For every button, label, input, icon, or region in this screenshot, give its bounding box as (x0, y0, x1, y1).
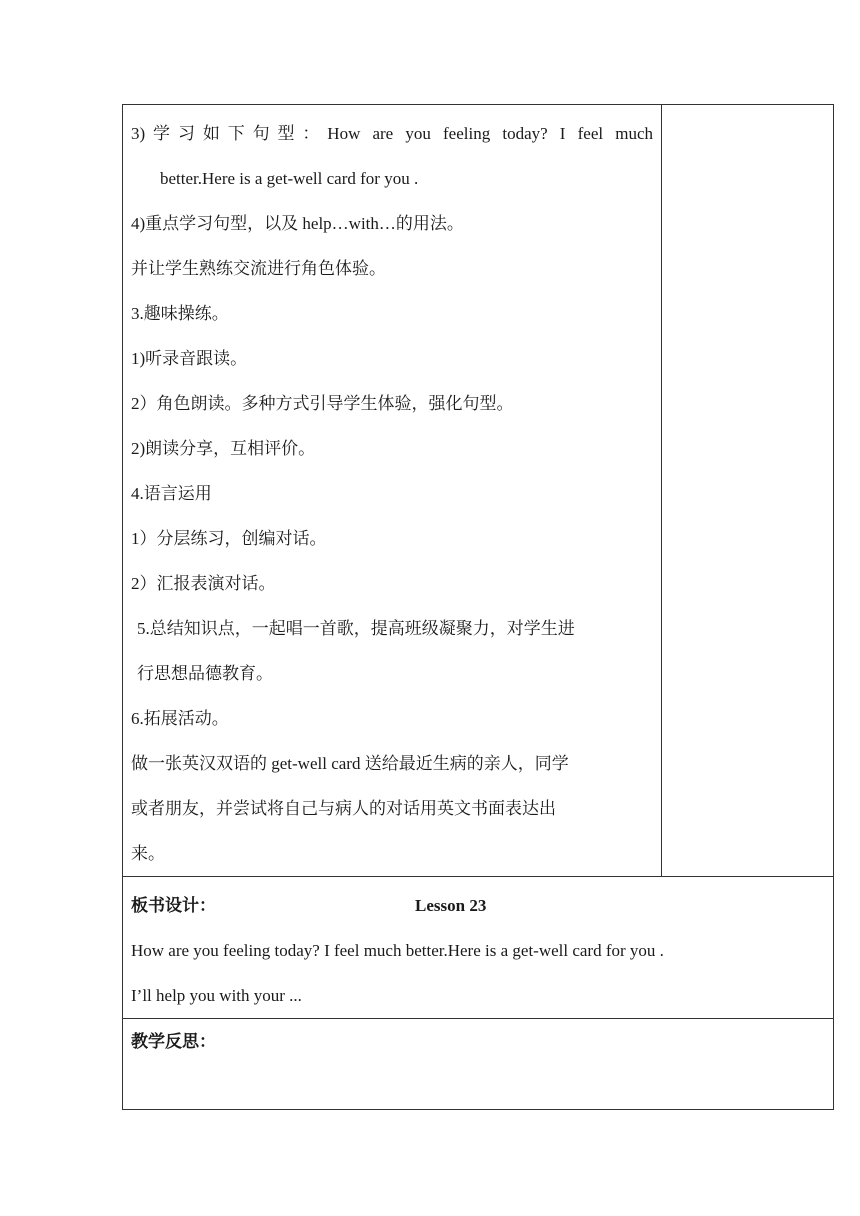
step-line: 2）汇报表演对话。 (131, 574, 276, 593)
board-lesson-title: Lesson 23 (415, 896, 487, 915)
board-design-label: 板书设计： (131, 896, 216, 915)
reflection-label: 教学反思： (131, 1032, 216, 1051)
step-line: 4)重点学习句型，以及 help…with…的用法。 (131, 214, 464, 233)
step-line: 4.语言运用 (131, 484, 212, 503)
step-line: 行思想品德教育。 (137, 664, 273, 683)
board-design-cell (123, 877, 834, 1019)
step-line: 3)学习如下句型：How are you feeling today? I feel much (131, 124, 653, 143)
board-header (131, 883, 825, 928)
teaching-steps-row (123, 105, 834, 877)
step-line: 做一张英汉双语的 get-well card 送给最近生病的亲人，同学 (131, 754, 569, 773)
reflection-cell (123, 1019, 834, 1110)
step-line: 来。 (131, 844, 165, 863)
step-line: 3.趣味操练。 (131, 304, 229, 323)
reflection-row (123, 1019, 834, 1110)
step-line: 1)听录音跟读。 (131, 349, 248, 368)
step-line: 2)朗读分享，互相评价。 (131, 439, 316, 458)
board-line: I’ll help you with your ... (131, 986, 302, 1005)
step-line: 2）角色朗读。多种方式引导学生体验，强化句型。 (131, 394, 514, 413)
step-line: better.Here is a get-well card for you . (160, 169, 419, 188)
step-line: 1）分层练习，创编对话。 (131, 529, 327, 548)
step-line: 5.总结知识点，一起唱一首歌，提高班级凝聚力，对学生进 (137, 619, 575, 638)
board-line: How are you feeling today? I feel much better.Here is a get-well card for you . (131, 941, 664, 960)
step-line: 或者朋友，并尝试将自己与病人的对话用英文书面表达出 (131, 799, 556, 818)
step-line: 6.拓展活动。 (131, 709, 229, 728)
teaching-steps-cell (123, 105, 662, 877)
side-notes-cell (662, 105, 834, 877)
lesson-plan-table (122, 104, 834, 1110)
board-design-row (123, 877, 834, 1019)
step-line: 并让学生熟练交流进行角色体验。 (131, 259, 386, 278)
